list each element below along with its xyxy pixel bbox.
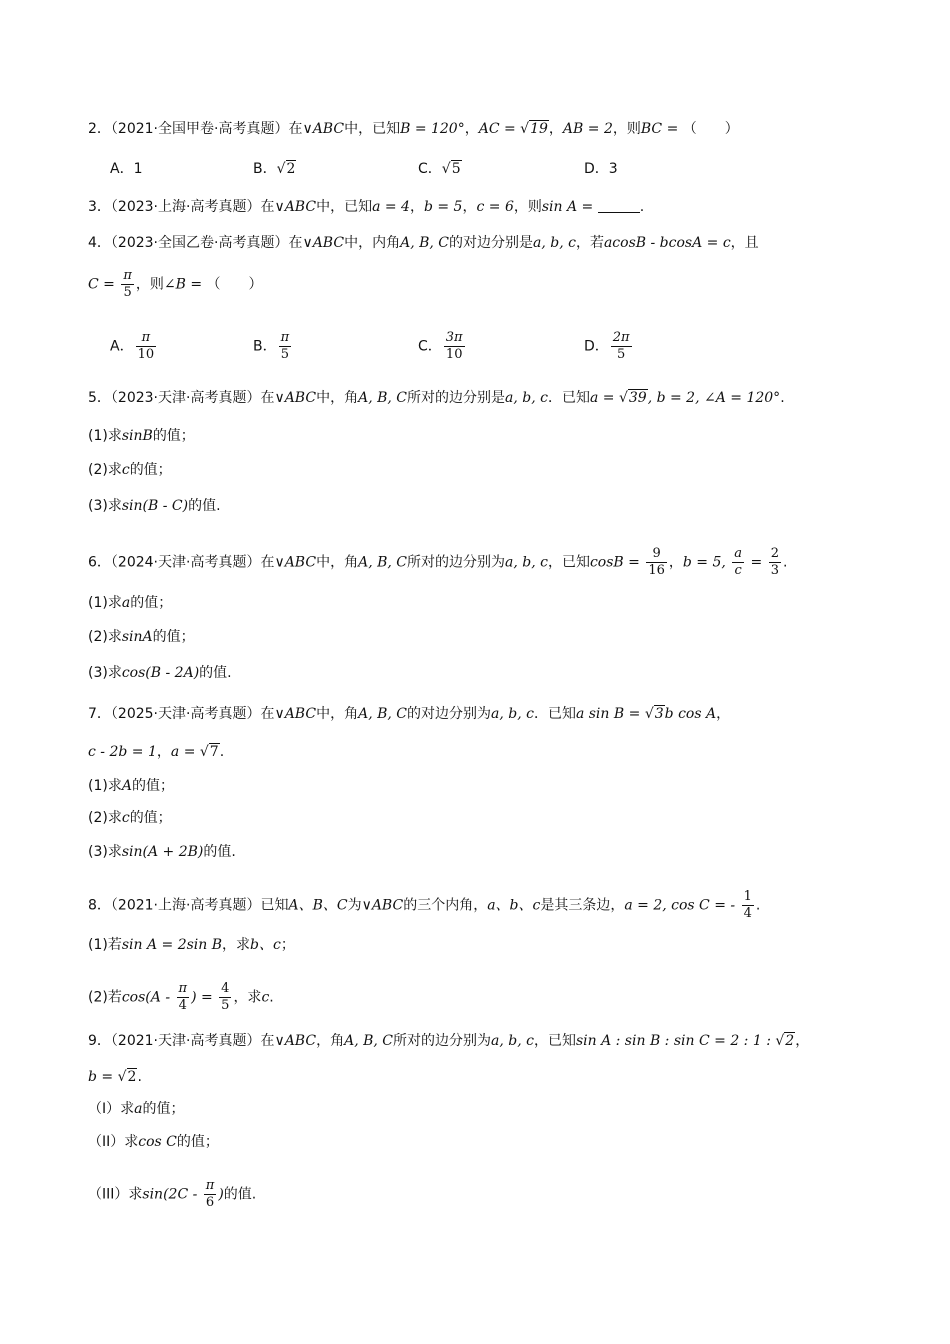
- text: ，已知: [547, 554, 590, 571]
- option-label: D．: [584, 161, 609, 177]
- sides: a、b、c: [487, 897, 541, 914]
- text: ，求: [222, 937, 251, 953]
- sub-prefix: (2)求: [88, 629, 122, 645]
- math-text: , b = 2, ∠A = 120°: [647, 390, 781, 406]
- separator: ，: [795, 1033, 810, 1049]
- sub-suffix: 的值；: [176, 1134, 219, 1150]
- question-9-line-2: [88, 1066, 142, 1088]
- text: 的三个内角，: [403, 897, 488, 914]
- period: .: [782, 554, 788, 571]
- period: .: [137, 1069, 142, 1085]
- option-label: D．: [584, 338, 609, 355]
- period: .: [780, 390, 785, 406]
- fraction: [611, 330, 632, 363]
- separator: ，: [156, 744, 171, 760]
- sub-prefix: (1)求: [88, 428, 122, 444]
- sub-prefix: (1)求: [88, 595, 122, 611]
- angles: A, B, C: [358, 390, 407, 406]
- condition-ratio: [576, 1032, 795, 1049]
- triangle-name: ∨ABC: [302, 121, 345, 137]
- condition-b: b =: [88, 1069, 118, 1085]
- sub-expression: c: [121, 462, 130, 478]
- condition-b: b = 5: [423, 199, 463, 215]
- sub-expression: sin(A + 2B): [121, 844, 204, 860]
- angles: A、B、C: [288, 897, 348, 914]
- q9-sub-2: [88, 1131, 219, 1153]
- condition-equation: acosB - bcosA = c: [603, 235, 731, 251]
- q9-sub-1: [88, 1098, 185, 1120]
- answer-blank[interactable]: [598, 198, 640, 213]
- text: 的对边分别是: [449, 235, 533, 251]
- question-source: （2021·全国甲卷·高考真题）: [110, 121, 289, 137]
- question-4: [88, 232, 759, 254]
- question-number: 8．: [88, 897, 111, 914]
- separator: ，: [548, 121, 563, 137]
- text: 中，角: [316, 706, 359, 722]
- math-text: sin(2C -: [142, 1186, 202, 1203]
- radicand: 2: [286, 161, 296, 177]
- sub-target: b、c: [250, 937, 281, 953]
- sqrt-expression: √2: [276, 161, 296, 177]
- question-2: [88, 118, 739, 140]
- numerator: a: [734, 546, 743, 561]
- sub-prefix: （I）求: [88, 1101, 135, 1117]
- option-label: A．: [110, 161, 134, 177]
- angles: A, B, C: [358, 554, 407, 571]
- math-text: AC =: [478, 121, 521, 137]
- sqrt-expression: √19: [520, 121, 548, 137]
- option-c: [418, 158, 462, 180]
- triangle-name: ∨ABC: [274, 706, 317, 722]
- text: 中，已知: [344, 121, 401, 137]
- equals: =: [746, 554, 767, 571]
- question-7: [88, 703, 730, 725]
- text: 在: [260, 390, 275, 406]
- sub-suffix: 的值.: [199, 665, 232, 681]
- separator: ，: [668, 554, 683, 571]
- denominator: 5: [280, 347, 290, 362]
- text: ，角: [316, 1033, 345, 1049]
- math-text: a sin B =: [575, 706, 645, 722]
- condition-b: b = 5,: [682, 554, 731, 571]
- sub-suffix: .: [269, 989, 274, 1006]
- sub-expression: sin A = 2sin B: [121, 937, 223, 953]
- triangle-name: ∨ABC: [274, 199, 317, 215]
- option-d: [584, 158, 618, 180]
- text: ．已知: [547, 390, 590, 406]
- sub-prefix: （II）求: [88, 1134, 139, 1150]
- sub-expression: a: [121, 595, 131, 611]
- numerator: π: [136, 330, 157, 347]
- text: ，若: [575, 235, 604, 251]
- q7-sub-2: [88, 807, 172, 829]
- fraction: [732, 546, 744, 579]
- text: 中，已知: [316, 199, 373, 215]
- denominator: 5: [123, 285, 132, 300]
- sides: a, b, c: [505, 390, 548, 406]
- question-number: 2．: [88, 121, 111, 137]
- text: ，则: [612, 121, 641, 137]
- sqrt-expression: √7: [199, 744, 219, 760]
- fraction: [219, 981, 231, 1014]
- condition-c: c = 6: [476, 199, 514, 215]
- text: 在: [260, 554, 275, 571]
- sub-suffix: 的值；: [131, 778, 174, 794]
- sides: a, b, c: [491, 1033, 534, 1049]
- q8-sub-2: [88, 981, 274, 1014]
- answer-bracket: （ ）: [682, 121, 739, 137]
- numerator: 1: [743, 889, 752, 904]
- text: 所对的边分别为: [407, 554, 505, 571]
- condition-a: a = 4: [372, 199, 410, 215]
- option-a: [110, 330, 158, 363]
- option-b: [253, 158, 296, 180]
- sides: a, b, c: [533, 235, 576, 251]
- q5-sub-2: [88, 459, 172, 481]
- text: ，已知: [533, 1033, 576, 1049]
- condition-ac: [479, 120, 549, 137]
- text: 在: [260, 706, 275, 722]
- conditions: [590, 389, 780, 406]
- q6-sub-3: [88, 662, 232, 684]
- sub-expression: c: [121, 810, 130, 826]
- numerator: 9: [646, 546, 667, 563]
- text: ．已知: [533, 706, 576, 722]
- sub-prefix: (3)求: [88, 665, 122, 681]
- fraction: [204, 1178, 217, 1211]
- denominator: 10: [137, 347, 155, 362]
- question-source: （2025·天津·高考真题）: [110, 706, 261, 722]
- period: .: [755, 897, 761, 914]
- sub-target: c: [261, 989, 270, 1006]
- sub-prefix: (3)求: [88, 498, 122, 514]
- period: .: [639, 199, 645, 215]
- numerator: 3π: [445, 330, 463, 345]
- text: 所对的边分别为: [393, 1033, 491, 1049]
- sub-prefix: (1)若: [88, 937, 122, 953]
- radicand: 7: [209, 744, 219, 760]
- option-value: 3: [608, 161, 618, 177]
- text: 中，内角: [344, 235, 401, 251]
- denominator: c: [734, 563, 742, 578]
- angles: A, B, C: [344, 1033, 393, 1049]
- condition-a: a =: [170, 744, 200, 760]
- angles: A, B, C: [358, 706, 407, 722]
- sub-expression: sinA: [121, 629, 153, 645]
- fraction: [279, 330, 292, 363]
- sub-expression: sin(B - C): [121, 498, 189, 514]
- question-number: 3．: [88, 199, 111, 215]
- question-7-line-2: [88, 741, 224, 763]
- option-label: C．: [418, 161, 442, 177]
- option-b: [253, 330, 293, 363]
- triangle-name: ∨ABC: [302, 235, 345, 251]
- question-6: [88, 546, 787, 579]
- sides: a, b, c: [491, 706, 534, 722]
- radicand: 19: [530, 121, 548, 137]
- option-label: B．: [253, 338, 277, 355]
- fraction: [742, 889, 754, 922]
- option-a: [110, 158, 143, 180]
- text: ，且: [730, 235, 759, 251]
- q8-sub-1: [88, 934, 295, 956]
- denominator: 3: [770, 563, 779, 578]
- radicand: 2: [785, 1033, 795, 1049]
- radicand: 2: [127, 1069, 137, 1085]
- radicand: 3: [654, 706, 664, 722]
- numerator: 4: [221, 981, 230, 996]
- fraction: [769, 546, 781, 579]
- numerator: π: [178, 981, 188, 996]
- condition-ab: AB = 2: [562, 121, 613, 137]
- numerator: π: [123, 268, 132, 283]
- sub-expression: cos C: [138, 1134, 177, 1150]
- text: 是其三条边，: [540, 897, 625, 914]
- sqrt-expression: √39: [618, 390, 647, 406]
- sub-expression: A: [121, 778, 132, 794]
- separator: ，: [716, 706, 731, 722]
- question-target: BC =: [640, 121, 683, 137]
- fraction: [444, 330, 465, 363]
- sides: a, b, c: [505, 554, 548, 571]
- sub-suffix: 的值.: [188, 498, 221, 514]
- question-number: 4．: [88, 235, 111, 251]
- text: ，则: [135, 276, 164, 293]
- radicand: 5: [451, 161, 461, 177]
- sqrt-expression: √5: [441, 161, 461, 177]
- sub-suffix: 的值；: [152, 629, 195, 645]
- option-d: [584, 330, 634, 363]
- numerator: π: [205, 1178, 215, 1193]
- question-number: 6．: [88, 554, 111, 571]
- option-label: B．: [253, 161, 277, 177]
- denominator: 5: [221, 998, 230, 1013]
- question-target: ∠B =: [163, 276, 207, 293]
- fraction: [177, 981, 190, 1014]
- text: ，求: [233, 989, 262, 1006]
- question-target: sin A =: [541, 199, 598, 215]
- sub-expression: a: [134, 1101, 143, 1117]
- sub-suffix: 的值；: [129, 810, 172, 826]
- text: 为: [347, 897, 362, 914]
- denominator: 4: [743, 906, 752, 921]
- sqrt-expression: √3: [644, 706, 664, 722]
- math-text: ): [218, 1186, 224, 1203]
- answer-bracket: （ ）: [206, 276, 263, 293]
- condition-cos-b: cosB =: [589, 554, 645, 571]
- math-text: b cos A: [664, 706, 717, 722]
- condition-equation: [576, 705, 716, 722]
- question-8: [88, 889, 760, 922]
- text: 在: [288, 121, 303, 137]
- sub-suffix: 的值；: [152, 428, 195, 444]
- sub-expression: sinB: [121, 428, 153, 444]
- angles: A, B, C: [400, 235, 449, 251]
- sub-prefix: (1)求: [88, 778, 122, 794]
- question-source: （2024·天津·高考真题）: [110, 554, 261, 571]
- option-label: C．: [418, 338, 442, 355]
- option-label: A．: [110, 338, 134, 355]
- text: 的对边分别为: [407, 706, 491, 722]
- question-5: [88, 387, 785, 409]
- sqrt-expression: √2: [775, 1033, 795, 1049]
- triangle-name: ∨ABC: [274, 554, 317, 571]
- text: 在: [260, 1033, 275, 1049]
- text: 在: [260, 199, 275, 215]
- question-source: （2021·上海·高考真题）: [110, 897, 261, 914]
- math-text: ) =: [191, 989, 218, 1006]
- question-3: [88, 196, 644, 218]
- sub-suffix: 的值.: [203, 844, 236, 860]
- separator: ，: [464, 121, 479, 137]
- math-text: cos(A -: [121, 989, 175, 1006]
- conditions: a = 2, cos C = -: [624, 897, 740, 914]
- radicand: 39: [628, 390, 647, 406]
- triangle-name: ∨ABC: [361, 897, 404, 914]
- text: 中，角: [316, 554, 359, 571]
- numerator: 2π: [612, 330, 630, 345]
- sub-prefix: (3)求: [88, 844, 122, 860]
- denominator: 5: [617, 347, 626, 362]
- question-number: 5．: [88, 390, 111, 406]
- option-value: 1: [133, 161, 143, 177]
- sub-prefix: (2)求: [88, 462, 122, 478]
- sub-suffix: 的值；: [142, 1101, 185, 1117]
- sqrt-expression: √2: [117, 1069, 137, 1085]
- q5-sub-3: [88, 495, 221, 517]
- sub-suffix: ；: [280, 937, 295, 953]
- sub-prefix: （III）求: [88, 1186, 143, 1203]
- sub-suffix: 的值.: [223, 1186, 257, 1203]
- question-number: 9．: [88, 1033, 111, 1049]
- question-9: [88, 1030, 809, 1052]
- text: ，则: [513, 199, 542, 215]
- sub-prefix: (2)求: [88, 810, 122, 826]
- condition-angle-b: B = 120°: [400, 121, 465, 137]
- numerator: π: [280, 330, 290, 345]
- triangle-name: ∨ABC: [274, 1033, 317, 1049]
- separator: ，: [462, 199, 477, 215]
- denominator: 4: [178, 998, 187, 1013]
- question-source: （2021·天津·高考真题）: [110, 1033, 261, 1049]
- question-source: （2023·上海·高考真题）: [110, 199, 261, 215]
- numerator: 2: [770, 546, 779, 561]
- text: 所对的边分别是: [407, 390, 505, 406]
- q6-sub-1: [88, 592, 172, 614]
- separator: ，: [409, 199, 424, 215]
- fraction: [646, 546, 667, 579]
- question-source: （2023·全国乙卷·高考真题）: [110, 235, 289, 251]
- question-source: （2023·天津·高考真题）: [110, 390, 261, 406]
- q5-sub-1: [88, 425, 195, 447]
- question-4-line-2: [88, 268, 263, 301]
- math-text: sin A : sin B : sin C = 2 : 1 :: [575, 1033, 776, 1049]
- q7-sub-3: [88, 841, 236, 863]
- fraction: [136, 330, 157, 363]
- sub-suffix: 的值；: [130, 595, 173, 611]
- text: 中，角: [316, 390, 359, 406]
- q9-sub-3: [88, 1178, 256, 1211]
- denominator: 6: [205, 1195, 215, 1210]
- option-c: [418, 330, 467, 363]
- sub-suffix: 的值；: [129, 462, 172, 478]
- denominator: 16: [648, 563, 665, 578]
- triangle-name: ∨ABC: [274, 390, 317, 406]
- question-number: 7．: [88, 706, 111, 722]
- sub-expression: cos(B - 2A): [121, 665, 200, 681]
- text: 在: [288, 235, 303, 251]
- denominator: 10: [445, 347, 463, 362]
- condition-c-b: c - 2b = 1: [88, 744, 157, 760]
- q6-sub-2: [88, 626, 195, 648]
- period: .: [219, 744, 225, 760]
- sub-prefix: (2)若: [88, 989, 122, 1006]
- text: 已知: [260, 897, 289, 914]
- fraction: [121, 268, 134, 301]
- math-text: a =: [589, 390, 619, 406]
- q7-sub-1: [88, 775, 174, 797]
- math-text: C =: [88, 276, 120, 293]
